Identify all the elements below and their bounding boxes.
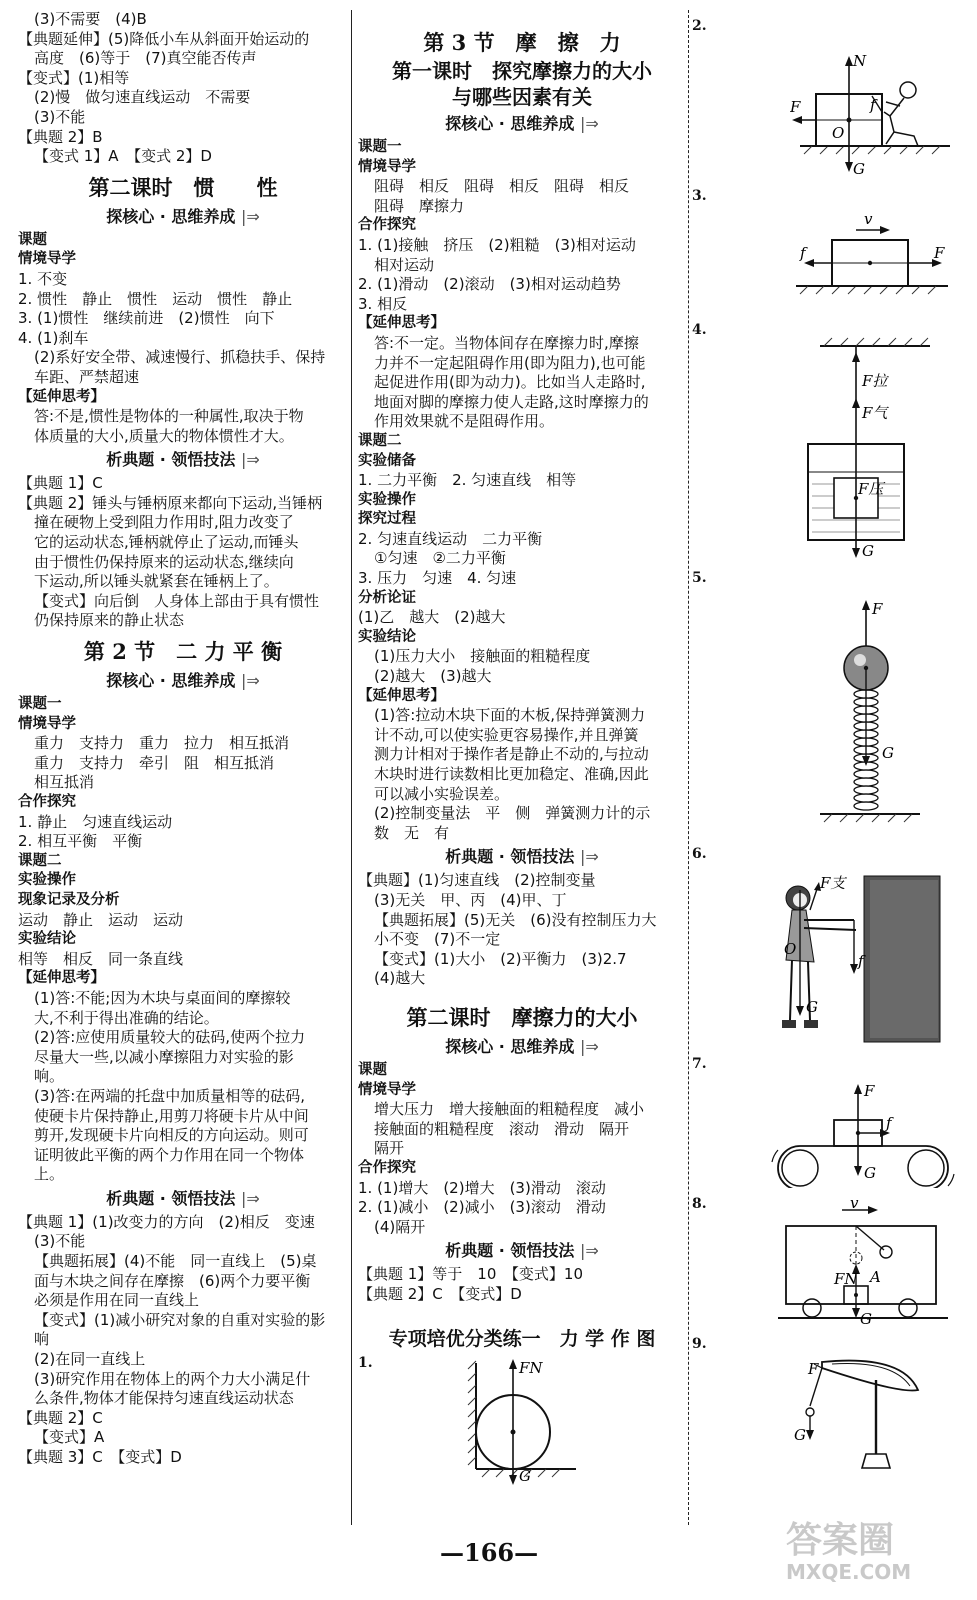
answer-line: 【典题 1】等于 10 【变式】10 bbox=[358, 1265, 583, 1284]
figure-number-9: 9. bbox=[692, 1336, 707, 1352]
answer-line: 答:不一定。当物体间存在摩擦力时,摩擦 bbox=[374, 333, 639, 352]
answer-line: (1)乙 越大 (2)越大 bbox=[358, 608, 506, 627]
answer-line: 【典题 1】(1)改变力的方向 (2)相反 变速 bbox=[18, 1212, 315, 1231]
figure-4-object-in-water bbox=[800, 334, 950, 564]
label-F-5: F bbox=[872, 600, 883, 618]
answer-line: 答:不是,惯性是物体的一种属性,取决于物 bbox=[34, 407, 304, 426]
answer-line: 作用效果就不是阻碍作用。 bbox=[374, 412, 555, 431]
label-O: O bbox=[832, 124, 845, 142]
answer-line: 2. 匀速直线运动 二力平衡 bbox=[358, 529, 543, 548]
figure-number-5: 5. bbox=[692, 570, 707, 586]
answer-line: 1. (1)接触 挤压 (2)粗糙 (3)相对运动 bbox=[358, 235, 636, 254]
answer-line: 车距、严禁超速 bbox=[34, 367, 140, 386]
answer-line: 现象记录及分析 bbox=[18, 891, 120, 908]
label-F-qi: F气 bbox=[862, 404, 888, 422]
answer-line: 计不动,可以使实验更容易操作,并且弹簧 bbox=[374, 725, 639, 744]
answer-line: 阻碍 摩擦力 bbox=[374, 196, 465, 215]
figure-2-push-box bbox=[790, 50, 960, 180]
answer-line: ①匀速 ②二力平衡 bbox=[374, 549, 506, 568]
watermark-logo: 答案圈 bbox=[786, 1520, 895, 1561]
answer-line: (3)答:在两端的托盘中加质量相等的砝码, bbox=[34, 1086, 306, 1105]
answer-line: 合作探究 bbox=[18, 794, 76, 810]
answer-line: (2)答:应使用质量较大的砝码,使两个拉力 bbox=[34, 1028, 306, 1047]
column-figures bbox=[692, 10, 970, 1535]
answer-line: 撞在硬物上受到阻力作用时,阻力改变了 bbox=[34, 513, 294, 532]
figure-5-ball-on-spring bbox=[810, 590, 930, 830]
answer-line: 2. (1)减小 (2)减小 (3)滚动 滑动 bbox=[358, 1198, 606, 1217]
label-O-6: O bbox=[784, 940, 797, 958]
answer-line: 【典题延伸】(5)降低小车从斜面开始运动的 bbox=[18, 29, 310, 48]
answer-line: 1. 二力平衡 2. 匀速直线 相等 bbox=[358, 471, 577, 490]
answer-line: 【典题 1】C bbox=[18, 474, 103, 493]
answer-line: 情境导学 bbox=[358, 158, 416, 175]
answer-line: (2)在同一直线上 bbox=[34, 1350, 146, 1369]
answer-line: (1)答:拉动木块下面的木板,保持弹簧测力 bbox=[374, 706, 646, 725]
answer-line: 下运动,所以锤头就紧套在锤柄上了。 bbox=[34, 572, 279, 591]
answer-line: 小不变 (7)不一定 bbox=[374, 930, 501, 949]
subheading-analysis: 析典题 · 领悟技法 |⇒ bbox=[106, 450, 260, 470]
figure-number-2: 2. bbox=[692, 18, 707, 34]
heading-two-force-balance: 第 2 节 二 力 平 衡 bbox=[83, 639, 283, 665]
answer-line: 课题一 bbox=[358, 139, 402, 155]
label-F-zhi: F支 bbox=[820, 874, 846, 892]
answer-line: 相等 相反 同一条直线 bbox=[18, 949, 184, 968]
answer-line: (2)慢 做匀速直线运动 不需要 bbox=[34, 88, 251, 107]
answer-line: 尽量大一些,以减小摩擦阻力对实验的影 bbox=[34, 1047, 294, 1066]
column-divider-2 bbox=[688, 10, 689, 1525]
answer-line: 重力 支持力 牵引 阻 相互抵消 bbox=[34, 753, 275, 772]
answer-line: 【变式】A bbox=[34, 1428, 105, 1447]
answers-block-9 bbox=[358, 1265, 686, 1304]
subheading-core-4: 探核心 · 思维养成 |⇒ bbox=[445, 1036, 599, 1056]
label-v: v bbox=[864, 210, 873, 228]
answer-line: (1)压力大小 接触面的粗糙程度 bbox=[374, 647, 591, 666]
figure-number-1: 1. bbox=[358, 1355, 373, 1371]
answer-line: 【典题拓展】(5)无关 (6)没有控制压力大 bbox=[374, 910, 657, 929]
answer-line: 情境导学 bbox=[358, 1081, 416, 1098]
label-G-5: G bbox=[882, 744, 894, 762]
subheading-analysis-2: 析典题 · 领悟技法 |⇒ bbox=[106, 1188, 260, 1208]
answer-line: 3. (1)惯性 继续前进 (2)惯性 向下 bbox=[18, 309, 275, 328]
figure-number-4: 4. bbox=[692, 322, 707, 338]
answer-line: 【变式】(1)相等 bbox=[18, 68, 130, 87]
answer-line: (1)答:不能;因为木块与桌面间的摩擦较 bbox=[34, 988, 291, 1007]
answer-line: 3. 相反 bbox=[358, 294, 408, 313]
answers-block-5 bbox=[18, 1213, 348, 1468]
answer-line: (4)越大 bbox=[374, 969, 426, 988]
answer-line: 增大压力 增大接触面的粗糙程度 减小 bbox=[374, 1100, 645, 1119]
answer-line: 证明彼此平衡的两个力作用在同一个物体 bbox=[34, 1145, 305, 1164]
answer-line: 情境导学 bbox=[18, 251, 76, 268]
answer-line: 3. 压力 匀速 4. 匀速 bbox=[358, 569, 517, 588]
answers-block-7 bbox=[358, 871, 686, 989]
answer-line: (3)研究作用在物体上的两个力大小满足什 bbox=[34, 1369, 311, 1388]
label-F-la: F拉 bbox=[862, 372, 888, 390]
answer-line: (2)系好安全带、减速慢行、抓稳扶手、保持 bbox=[34, 348, 326, 367]
answer-line: (3)不能 bbox=[34, 1232, 86, 1251]
label-FN-8: FN bbox=[834, 1270, 858, 1288]
answers-block-4 bbox=[18, 695, 348, 1185]
label-f: f bbox=[870, 96, 876, 114]
answer-line: 【变式】(1)减小研究对象的自重对实验的影 bbox=[34, 1310, 326, 1329]
figure-1-ball-in-corner bbox=[448, 1355, 598, 1485]
answer-line: 实验操作 bbox=[18, 872, 76, 889]
answer-line: 【典题 2】C 【变式】D bbox=[358, 1284, 522, 1303]
answer-line: 【典题 2】C bbox=[18, 1408, 103, 1427]
answer-line: 合作探究 bbox=[358, 217, 416, 234]
subheading-core-3: 探核心 · 思维养成 |⇒ bbox=[445, 114, 599, 133]
answer-line: 课题一 bbox=[18, 696, 62, 713]
label-G: G bbox=[519, 1467, 531, 1485]
answer-line: 【典题拓展】(4)不能 同一直线上 (5)桌 bbox=[34, 1252, 317, 1271]
label-G-2: G bbox=[853, 160, 865, 178]
answers-block-8 bbox=[358, 1061, 686, 1237]
answer-line: 【延伸思考】 bbox=[18, 388, 105, 405]
answer-line: 【变式 1】A 【变式 2】D bbox=[34, 147, 212, 166]
answer-line: 【典题 2】B bbox=[18, 127, 103, 146]
answer-line: (2)越大 (3)越大 bbox=[374, 667, 492, 686]
answer-line: 探究过程 bbox=[358, 511, 416, 528]
answer-line: 大,不利于得出准确的结论。 bbox=[34, 1008, 219, 1027]
answer-line: 【延伸思考】 bbox=[358, 687, 445, 704]
answer-line: 它的运动状态,锤柄就停止了运动,而锤头 bbox=[34, 533, 299, 552]
label-G-4: G bbox=[862, 542, 874, 560]
answer-line: 面与木块之间存在摩擦 (6)两个力要平衡 bbox=[34, 1271, 311, 1290]
label-N: N bbox=[853, 52, 867, 70]
answer-line: 体质量的大小,质量大的物体惯性才大。 bbox=[34, 426, 294, 445]
answer-line: 情境导学 bbox=[18, 715, 76, 732]
label-f-7: f bbox=[886, 1114, 892, 1132]
figure-number-8: 8. bbox=[692, 1196, 707, 1212]
column-left bbox=[18, 10, 348, 1468]
label-F-2: F bbox=[934, 244, 945, 262]
answers-block-2 bbox=[18, 231, 348, 447]
answer-line: 重力 支持力 重力 拉力 相互抵消 bbox=[34, 734, 290, 753]
figure-9-lever-lamp bbox=[792, 1350, 952, 1480]
subheading-analysis-4: 析典题 · 领悟技法 |⇒ bbox=[445, 1241, 599, 1261]
label-F-9: F bbox=[808, 1360, 819, 1378]
heading-lesson2: 第二课时 摩擦力的大小 bbox=[406, 1004, 638, 1030]
figure-6-skater-push-wall bbox=[774, 870, 964, 1050]
answers-block-1 bbox=[18, 10, 348, 167]
label-f-6: f bbox=[858, 952, 864, 970]
answer-line: 数 无 有 bbox=[374, 823, 450, 842]
answer-line: (3)无关 甲、丙 (4)甲、丁 bbox=[374, 890, 567, 909]
answer-line: 么条件,物体才能保持匀速直线运动状态 bbox=[34, 1389, 294, 1408]
label-G-8: G bbox=[860, 1310, 872, 1325]
answer-line: 课题二 bbox=[18, 852, 62, 869]
label-v-8: v bbox=[850, 1200, 859, 1212]
answer-line: 【变式】向后倒 人身体上部由于具有惯性 bbox=[34, 591, 320, 610]
answer-line: 2. 相互平衡 平衡 bbox=[18, 832, 143, 851]
column-divider-1 bbox=[351, 10, 352, 1525]
subheading-core: 探核心 · 思维养成 |⇒ bbox=[106, 206, 260, 226]
answer-line: 相互抵消 bbox=[34, 773, 95, 792]
label-FN: FN bbox=[519, 1359, 543, 1377]
figure-3-sliding-block bbox=[788, 206, 958, 306]
answer-line: 隔开 bbox=[374, 1139, 405, 1158]
answer-line: 高度 (6)等于 (7)真空能否传声 bbox=[34, 49, 257, 68]
answer-line: 【延伸思考】 bbox=[358, 315, 445, 332]
answer-line: 响 bbox=[34, 1330, 50, 1349]
answer-line: 2. (1)滑动 (2)滚动 (3)相对运动趋势 bbox=[358, 275, 621, 294]
answer-line: 可以减小实验误差。 bbox=[374, 784, 510, 803]
answer-line: 力并不一定起阻碍作用(即为阻力),也可能 bbox=[374, 353, 646, 372]
answer-line: 运动 静止 运动 运动 bbox=[18, 910, 184, 929]
label-G-6: G bbox=[806, 998, 818, 1016]
heading-special-practice: 专项培优分类练一 力 学 作 图 bbox=[388, 1328, 656, 1351]
answer-line: 仍保持原来的静止状态 bbox=[34, 611, 185, 630]
label-f-2: f bbox=[800, 244, 806, 262]
answer-line: (2)控制变量法 平 侧 弹簧测力计的示 bbox=[374, 804, 651, 823]
answers-block-6 bbox=[358, 138, 686, 843]
heading-lesson1-line2: 与哪些因素有关 bbox=[452, 85, 592, 109]
answer-line: 实验储备 bbox=[358, 452, 416, 469]
answer-line: 地面对脚的摩擦力使人走路,这时摩擦力的 bbox=[374, 392, 649, 411]
answer-line: 剪开,发现硬卡片向相反的方向运动。则可 bbox=[34, 1126, 309, 1145]
label-F-ya: F压 bbox=[858, 480, 884, 498]
heading-lesson1-line1: 第一课时 探究摩擦力的大小 bbox=[392, 59, 652, 83]
figure-7-conveyor-belt bbox=[768, 1078, 958, 1188]
subheading-core-2: 探核心 · 思维养成 |⇒ bbox=[106, 671, 260, 691]
answer-line: 【延伸思考】 bbox=[18, 970, 105, 987]
answer-line: 【典题】(1)匀速直线 (2)控制变量 bbox=[358, 871, 596, 890]
answer-line: 【变式】(1)大小 (2)平衡力 (3)2.7 bbox=[374, 949, 627, 968]
answers-block-3 bbox=[18, 474, 348, 631]
answer-line: (3)不能 bbox=[34, 107, 86, 126]
answer-line: 1. (1)增大 (2)增大 (3)滑动 滚动 bbox=[358, 1178, 606, 1197]
answer-line: 课题二 bbox=[358, 432, 402, 449]
answer-line: 木块时进行读数相比更加稳定、准确,因此 bbox=[374, 765, 649, 783]
page-number: —166— bbox=[440, 1538, 539, 1567]
answer-line: 2. 惯性 静止 惯性 运动 惯性 静止 bbox=[18, 289, 293, 308]
column-middle bbox=[358, 10, 686, 1485]
answer-line: 实验结论 bbox=[18, 931, 76, 948]
answer-line: 阻碍 相反 阻碍 相反 阻碍 相反 bbox=[374, 177, 630, 196]
label-G-7: G bbox=[864, 1164, 876, 1182]
answer-line: 测力计相对于操作者是静止不动的,与拉动 bbox=[374, 745, 649, 764]
figure-8-cart-with-pendulum bbox=[772, 1200, 952, 1325]
answer-line: 必须是作用在同一直线上 bbox=[34, 1291, 200, 1310]
answer-line: 上。 bbox=[34, 1165, 65, 1184]
subheading-analysis-3: 析典题 · 领悟技法 |⇒ bbox=[445, 847, 599, 867]
answer-line: (4)隔开 bbox=[374, 1217, 426, 1236]
answer-line: 响。 bbox=[34, 1067, 65, 1086]
heading-friction: 第 3 节 摩 擦 力 bbox=[423, 30, 621, 55]
answer-line: (3)不需要 (4)B bbox=[34, 10, 147, 28]
answer-line: 1. 静止 匀速直线运动 bbox=[18, 812, 173, 831]
answer-line: 实验结论 bbox=[358, 628, 416, 645]
label-G-9: G bbox=[794, 1426, 806, 1444]
heading-inertia: 第二课时 惯 性 bbox=[88, 174, 278, 200]
answer-line: 4. (1)刹车 bbox=[18, 328, 89, 347]
answer-line: 【典题 2】锤头与锤柄原来都向下运动,当锤柄 bbox=[18, 493, 323, 512]
figure-number-7: 7. bbox=[692, 1056, 707, 1072]
answer-line: 课题 bbox=[358, 1061, 387, 1078]
answer-line: 合作探究 bbox=[358, 1159, 416, 1176]
answer-line: 相对运动 bbox=[374, 255, 435, 274]
answer-line: 接触面的粗糙程度 滚动 滑动 隔开 bbox=[374, 1119, 630, 1138]
answer-line: 课题 bbox=[18, 231, 47, 248]
answer-line: 分析论证 bbox=[358, 589, 416, 606]
answer-line: 起促进作用(即为动力)。比如当人走路时, bbox=[374, 373, 646, 392]
label-F-7: F bbox=[864, 1082, 875, 1100]
answer-line: 【典题 3】C 【变式】D bbox=[18, 1448, 182, 1466]
figure-number-3: 3. bbox=[692, 188, 707, 204]
answer-line: 实验操作 bbox=[358, 491, 416, 508]
label-F: F bbox=[790, 98, 801, 116]
answer-line: 由于惯性仍保持原来的运动状态,继续向 bbox=[34, 552, 294, 571]
answer-line: 1. 不变 bbox=[18, 269, 68, 288]
figure-number-6: 6. bbox=[692, 846, 707, 862]
label-A: A bbox=[870, 1268, 881, 1286]
watermark-url: MXQE.COM bbox=[786, 1560, 912, 1584]
answer-line: 使硬卡片保持静止,用剪刀将硬卡片从中间 bbox=[34, 1106, 309, 1125]
